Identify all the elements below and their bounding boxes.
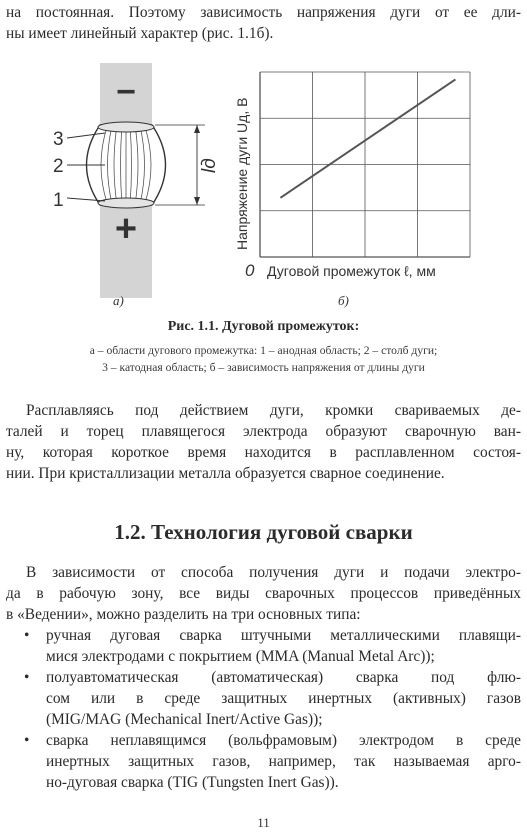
list-item [6, 667, 521, 730]
bullet-3-line-3: но-дуговая сварка (TIG (Tungsten Inert Gas)). [46, 774, 339, 791]
bullet-dot: • [24, 669, 30, 686]
bullet-1-line-1: ручная дуговая сварка штучными металлическими плавящи- [46, 627, 521, 644]
arc-bottom-zone [98, 198, 154, 208]
intro-paragraph [6, 2, 521, 44]
welding-types-list [6, 625, 521, 793]
para2-line-3: в «Ведении», можно разделить на три основных типа: [6, 606, 361, 623]
x-axis-label: Дуговой промежуток ℓ, мм [267, 263, 436, 279]
intro-line-2: ны имеет линейный характер (рис. 1.1б). [6, 25, 274, 42]
bullet-3-line-1: сварка неплавящимся (вольфрамовым) электродом в среде [46, 732, 521, 749]
bullet-dot: • [24, 732, 30, 749]
page-number: 11 [257, 815, 270, 830]
label-3: 3 [53, 129, 64, 150]
bullet-3-line-2: инертных защитных газов, например, так называемая арго- [46, 753, 521, 770]
bullet-dot: • [24, 627, 30, 644]
bullet-1-line-2: мися электродами с покрытием (MMA (Manual Metal Arc)); [46, 648, 435, 665]
y-axis-label: Напряжение дуги Uд, В [234, 97, 250, 250]
para2-line-2: да в рабочую зону, все виды сварочных процессов приведённых [6, 585, 521, 602]
bullet-2-line-1: полуавтоматическая (автоматическая) сварка под флю- [46, 669, 521, 686]
figure-a-sublabel: а) [113, 293, 124, 308]
list-item [6, 625, 521, 667]
minus-sign: − [116, 73, 136, 111]
figure-caption-title: Рис. 1.1. Дуговой промежуток: [167, 319, 360, 334]
bullet-2-line-2: сом или в среде защитных инертных (активных) газов [46, 690, 521, 707]
arc-top-zone [98, 122, 154, 132]
label-1: 1 [53, 190, 64, 211]
caption-line-1: а – области дугового промежутка: 1 – анодная область; 2 – столб дуги; [89, 344, 438, 357]
figure-caption-body [0, 342, 527, 376]
para1-line-4: нии. При кристаллизации металла образуется сварное соединение. [6, 465, 445, 482]
arc-length-label: lд [199, 158, 220, 173]
paragraph-welding-types [6, 562, 521, 625]
para2-line-1: В зависимости от способа получения дуги и подачи электро- [26, 564, 521, 581]
bullet-2-line-3: (MIG/MAG (Mechanical Inert/Active Gas)); [46, 711, 323, 728]
figure-b-voltage-chart [225, 52, 485, 292]
caption-line-2: 3 – катодная область; б – зависимость напряжения от длины дуги [102, 361, 425, 374]
series-line [280, 79, 455, 197]
section-heading: 1.2. Технология дуговой сварки [114, 520, 413, 544]
para1-line-2: талей и торец плавящегося электрода образуют сварочную ван- [6, 423, 521, 440]
intro-line-1: на постоянная. Поэтому зависимость напряжения дуги от ее дли- [6, 4, 521, 21]
list-item [6, 730, 521, 793]
plus-sign: + [114, 208, 138, 250]
origin-label: 0 [245, 261, 255, 280]
figure-b-sublabel: б) [338, 293, 349, 308]
label-2: 2 [53, 156, 64, 177]
para1-line-3: ну, которая короткое время находится в расплавленном состоя- [6, 444, 521, 461]
chart-grid [260, 72, 470, 257]
figure-a-arc-schematic [45, 55, 245, 305]
paragraph-welding-pool [6, 400, 521, 484]
para1-line-1: Расплавляясь под действием дуги, кромки свариваемых де- [26, 402, 521, 419]
